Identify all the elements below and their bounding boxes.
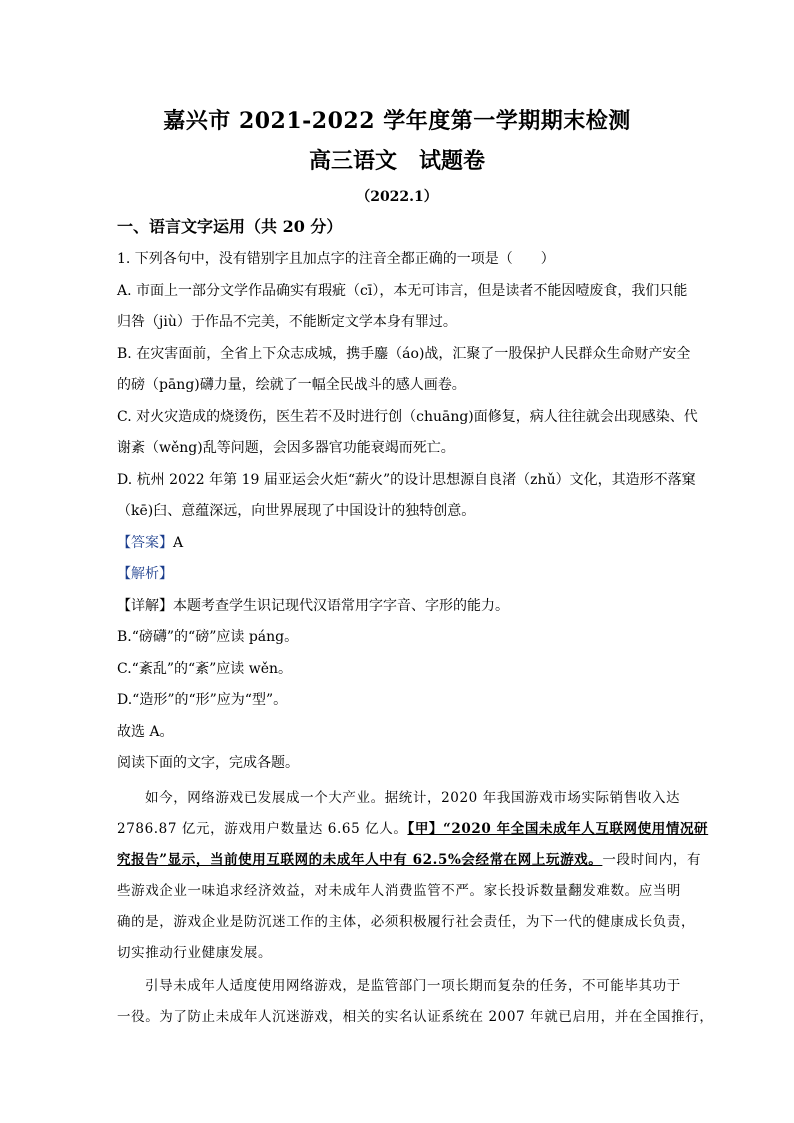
analysis-label: 【解析】 <box>117 566 173 582</box>
reading-intro: 阅读下面的文字，完成各题。 <box>117 755 299 771</box>
passage-p2-line2: 一役。为了防止未成年人沉迷游戏，相关的实名认证系统在 2007 年就已启用，并在全国推行， <box>117 1009 714 1025</box>
passage-marked-jia-a: 【甲】“2020 年全国未成年人互联网使用情况研 <box>407 821 709 837</box>
exam-subtitle <box>0 144 794 175</box>
passage-p1-line1: 如今，网络游戏已发展成一个大产业。据统计，2020 年我国游戏市场实际销售收入达 <box>145 790 681 806</box>
passage-p1-line4: 些游戏企业一味追求经济效益，对未成年人消费监管不严。家长投诉数量翻发难数。应当明 <box>117 883 681 899</box>
passage-p1-line5: 确的是，游戏企业是防沉迷工作的主体，必须积极履行社会责任，为下一代的健康成长负责， <box>117 914 696 930</box>
paper-type-label: 试题卷 <box>419 148 486 174</box>
option-c-line2: 谢紊（wěng)乱等问题，会因多器官功能衰竭而死亡。 <box>117 440 455 456</box>
question-stem: 1. 下列各句中，没有错别字且加点字的注音全都正确的一项是（ ） <box>117 251 555 267</box>
passage-p1-line2a: 2786.87 亿元，游戏用户数量达 6.65 亿人。 <box>117 821 408 837</box>
passage-p1-line3 <box>117 848 702 868</box>
explanation-c: C.“紊乱”的“紊”应读 wěn。 <box>117 661 293 677</box>
passage-p1-line3b: 一段时间内，有 <box>602 852 702 868</box>
passage-p2-line1: 引导未成年人适度使用网络游戏，是监管部门一项长期而复杂的任务，不可能毕其功于 <box>145 978 681 994</box>
detail-label: 【详解】 <box>117 598 173 614</box>
option-a-line1: A. 市面上一部分文学作品确实有瑕疵（cī），本无可讳言，但是读者不能因噎废食，我们只能 <box>117 283 688 299</box>
answer-value: A <box>173 535 184 551</box>
subject-label: 高三语文 <box>308 148 397 174</box>
option-c-line1: C. 对火灾造成的烧烫伤，医生若不及时进行创（chuāng)面修复，病人往往就会出现感染、代 <box>117 409 698 425</box>
detail-line <box>117 595 687 615</box>
section-heading: 一、语言文字运用（共 20 分） <box>117 217 343 236</box>
exam-title: 嘉兴市 2021-2022 学年度第一学期期末检测 <box>163 108 631 134</box>
passage-marked-jia-b: 究报告”显示，当前使用互联网的未成年人中有 62.5%会经常在网上玩游戏。 <box>117 852 603 868</box>
explanation-b: B.“磅礴”的“磅”应读 páng。 <box>117 629 299 645</box>
option-d-line1: D. 杭州 2022 年第 19 届亚运会火炬“薪火”的设计思想源自良渚（zhǔ）文化，其造形不落窠 <box>117 472 696 488</box>
conclusion: 故选 A。 <box>117 724 174 740</box>
detail-text: 本题考查学生识记现代汉语常用字字音、字形的能力。 <box>173 598 509 614</box>
option-b-line1: B. 在灾害面前，全省上下众志成城，携手鏖（áo)战，汇聚了一股保护人民群众生命财产安全 <box>117 346 691 362</box>
answer-label: 【答案】 <box>117 535 173 551</box>
answer-line <box>117 532 687 552</box>
passage-p1-line6: 切实推动行业健康发展。 <box>117 945 273 961</box>
exam-date: （2022.1） <box>356 189 438 205</box>
option-a-line2: 归咎（jiù）于作品不完美，不能断定文学本身有罪过。 <box>117 314 457 330</box>
passage-p1-line2 <box>117 817 709 837</box>
option-b-line2: 的磅（pāng)礴力量，绘就了一幅全民战斗的感人画卷。 <box>117 377 466 393</box>
explanation-d: D.“造形”的“形”应为“型”。 <box>117 692 288 708</box>
option-d-line2: （kē)臼、意蕴深远，向世界展现了中国设计的独特创意。 <box>117 503 476 519</box>
